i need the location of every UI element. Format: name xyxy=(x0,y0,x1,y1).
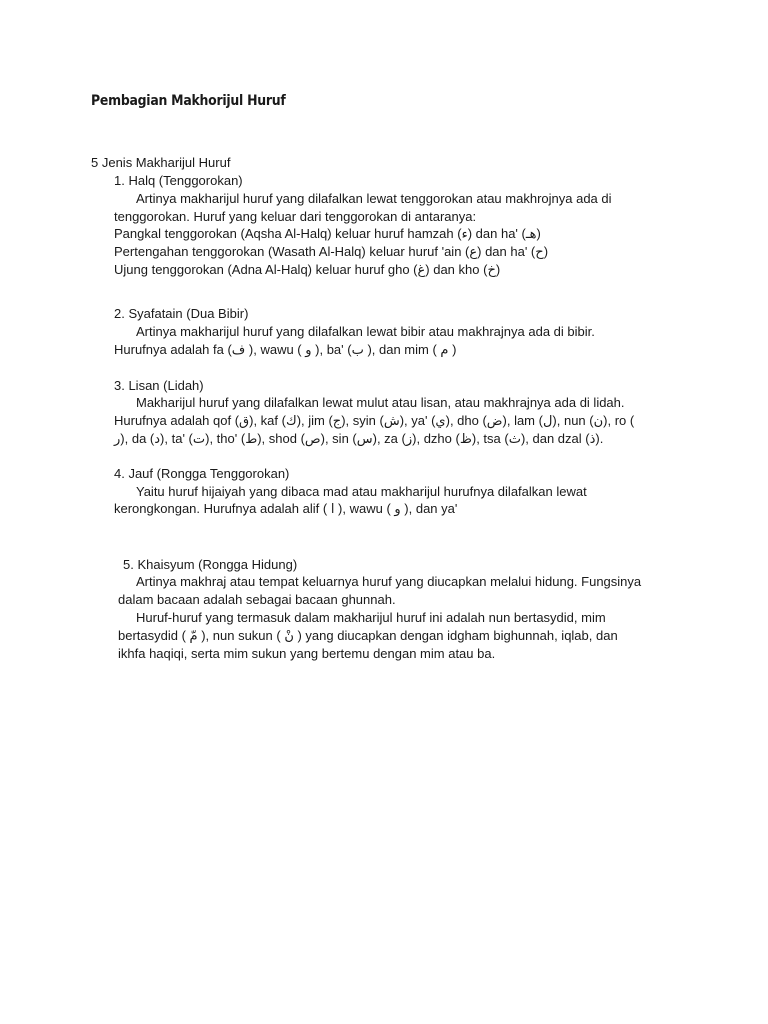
section-1-line-1: Artinya makharijul huruf yang dilafalkan lewat tenggorokan atau makhrojnya ada di xyxy=(136,191,612,206)
section-1-heading: 1. Halq (Tenggorokan) xyxy=(114,173,243,188)
section-3-line-3: ر), da (د), ta' (ت), tho' (ط), shod (ص), sin (س), za (ز), dzho (ظ), tsa (ث), dan dzal (ذ). xyxy=(114,431,604,446)
intro-text: 5 Jenis Makharijul Huruf xyxy=(91,155,231,170)
section-5-line-1: Artinya makhraj atau tempat keluarnya huruf yang diucapkan melalui hidung. Fungsinya xyxy=(136,574,642,589)
section-1-line-2: tenggorokan. Huruf yang keluar dari tenggorokan di antaranya: xyxy=(114,209,477,224)
section-5-heading: 5. Khaisyum (Rongga Hidung) xyxy=(123,557,298,572)
section-5-line-5: ikhfa haqiqi, serta mim sukun yang bertemu dengan mim atau ba. xyxy=(118,646,496,661)
section-4-heading: 4. Jauf (Rongga Tenggorokan) xyxy=(114,466,290,481)
section-2-line-2: Hurufnya adalah fa (ف ), wawu ( و ), ba' (ب ), dan mim ( م ) xyxy=(114,342,457,357)
document-title: Pembagian Makhorijul Huruf xyxy=(91,93,286,109)
section-3-line-2: Hurufnya adalah qof (ق), kaf (ك), jim (ج), syin (ش), ya' (ي), dho (ض), lam (ل), nun (ن), ro ( xyxy=(114,413,635,428)
section-2-line-1: Artinya makharijul huruf yang dilafalkan lewat bibir atau makhrajnya ada di bibir. xyxy=(136,324,595,339)
section-4-line-1: Yaitu huruf hijaiyah yang dibaca mad atau makharijul hurufnya dilafalkan lewat xyxy=(136,484,587,499)
section-5-line-3: Huruf-huruf yang termasuk dalam makharijul huruf ini adalah nun bertasydid, mim xyxy=(136,610,606,625)
section-1-line-4: Pertengahan tenggorokan (Wasath Al-Halq) keluar huruf 'ain (ع) dan ha' (ح) xyxy=(114,244,549,259)
section-3-heading: 3. Lisan (Lidah) xyxy=(114,378,204,393)
section-1-line-3: Pangkal tenggorokan (Aqsha Al-Halq) keluar huruf hamzah (ء) dan ha' (هـ) xyxy=(114,226,541,241)
section-2-heading: 2. Syafatain (Dua Bibir) xyxy=(114,306,249,321)
section-5-line-2: dalam bacaan adalah sebagai bacaan ghunnah. xyxy=(118,592,396,607)
section-3-line-1: Makharijul huruf yang dilafalkan lewat mulut atau lisan, atau makhrajnya ada di lidah. xyxy=(136,395,625,410)
section-1-line-5: Ujung tenggorokan (Adna Al-Halq) keluar huruf gho (غ) dan kho (خ) xyxy=(114,262,501,277)
section-5-line-4: bertasydid ( مّ ), nun sukun ( نْ ) yang diucapkan dengan idgham bighunnah, iqlab, dan xyxy=(118,628,618,643)
section-4-line-2: kerongkongan. Hurufnya adalah alif ( ا ), wawu ( و ), dan ya' xyxy=(114,501,458,516)
